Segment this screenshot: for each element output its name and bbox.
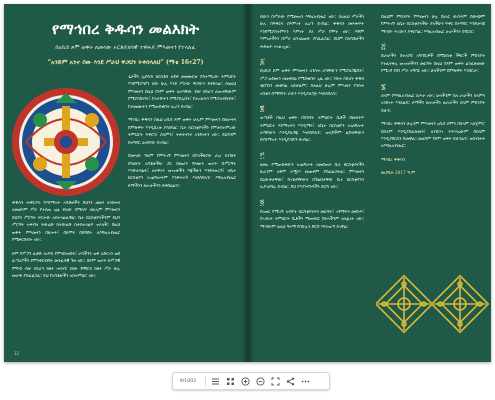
body-paragraph: በዐቢይ ጾም ወቅት ምእመናን ለንስሐ ራሳቸውን የሚያዘጋጁበት፣ ሥጋ ወደሙን ለመቀበል የሚበቁበት ጊዜ ነው። ንስሐ ሳይገቡ ቅዱስ ቁርባንን መቀበል አይቻልም። ስለዚህ ሁሉም ምእመን የንስሐ አባቱን በማግኘት ራሱን እንዲያዘጋጅ እናሳስባለን።: [260, 69, 364, 97]
section-number: ፫: [260, 150, 265, 160]
body-paragraph: ጾም የሥጋን ፈቃድ ለነፍስ የምናስገዛበት፣ ራሳችንን ዝቅ አድርገን ወደ ፈጣሪያችን የምንቀርብበት መንፈሳዊ ጉዞ ነው። በጾም ወራት ከሥጋዊ ምግብ ብቻ ሳይሆን ከክፉ ሐሳብ፣ ከክፉ ንግግርና ከክፉ ሥራ ሁሉ መራቅ ያስፈልጋል። ይህ የአባቶቻችን አስተምህሮ ነው።: [12, 251, 120, 280]
list-icon: [211, 377, 220, 386]
more-button[interactable]: [298, 374, 313, 388]
signature-line: መጋቢት 2017 ዓ.ም: [381, 171, 416, 177]
body-paragraph: ጌታችን ኢየሱስ ክርስቶስ ለደቀ መዛሙርቱ ያስተማረው ትምህርት እንደሚያሳየን ሰው ሁሉ እንደ ሥራው ዋጋውን ይቀበላል። ስለዚህ ምእመናን በዚህ የጾም ወቅት ለራሳቸው ብቻ ሳይሆን ለወገናቸውም የሚያስቡበት፣ የተራቡትን የሚያበሉበት፣ የታረዙትን የሚያለብሱበት፣ የታመሙትን የሚጠይቁበት ሊሆን ይገባል።: [128, 75, 236, 110]
document-title: የማኅበረ ቅዱሳን መልእክት: [52, 20, 199, 38]
view-grid-button[interactable]: [223, 374, 238, 388]
scripture-quote: “አንድም አንተ ሰው እንደ ሥራህ ዋጋህን ትቀበላለህ” (ማቴ 16፥27): [47, 59, 204, 66]
viewer-toolbar: [172, 372, 330, 390]
body-paragraph: ሰላም የእግዚአብሔር ስጦታ ነው። ሁላችንም ስለ ሀገራችን ሰላምና አንድነት እንጸልይ። ጾማችን ጸሎታችን ለሀገራችን ሰላም ምክንያት ይሁን።: [381, 93, 485, 114]
left-column-1: [12, 200, 120, 287]
zoom-in-icon: [241, 377, 250, 386]
grid-icon: [226, 377, 235, 386]
fullscreen-button[interactable]: [268, 374, 283, 388]
section-number: ፩: [260, 57, 265, 67]
body-paragraph: ዘመኑ የሚጠይቀውን አገልግሎት ለመስጠት ቤተ ክርስቲያናችን ሁሉንም አቅም አሟጦ መጠቀም ያስፈልጋታል። ምእመናን በዕውቀታቸው፣ በገንዘባቸውና በጉልበታቸው ቤተ ክርስቲያንን ሊያገለግሉ ይገባል። ይህ የእያንዳንዳችን ድርሻ ነው።: [260, 162, 364, 191]
book-spread[interactable]: [4, 4, 491, 362]
left-column-2: [128, 74, 236, 196]
decorative-cross-ornaments: [376, 266, 490, 340]
zoom-out-button[interactable]: [253, 374, 268, 388]
zoom-out-icon: [256, 377, 265, 386]
more-icon: [301, 377, 310, 386]
body-paragraph: ማኅበረ ቅዱሳን ሁሉንም ምእመናን ዐቢይ ጾምን በሰላም አስጀምሮ በሰላም እንዲያስፈጽመን፣ ለብርሃነ ትንሣኤውም በሰላም እንዲያደርሰን ይመኛል። መልካም የጾም ወቅት ይሁንልን። ወስብሐት ለእግዚአብሔር።: [381, 122, 485, 150]
share-button[interactable]: [283, 374, 298, 388]
body-paragraph: ወጣቶች በዚህ ወቅት በሰንበት ትምህርት ቤቶች በመሳተፍ ትምህርተ ሃይማኖትን እንዲማሩ፣ ለቤተ ክርስቲያን አገልግሎት ራሳቸውን እንዲያዘጋጁ እናሳስባለን። ወላጆችም ልጆቻቸውን በሃይማኖት እንዲያሳድጉ ይገባል።: [260, 116, 364, 144]
book-gutter: [242, 4, 254, 362]
fullscreen-icon: [271, 377, 280, 386]
organization-emblem: [10, 86, 125, 198]
body-paragraph: ቅዱሳን ሐዋርያት የሃይማኖት አባቶቻችን ይህንን ዘመን ለንስሐና ለመልካም ሥራ የተሰጠ ጊዜ ብለው በማለፍ ለሁሉም ምእመናን ይህንን ሥርዓት ሠርተው አስተላልፈዋል። ቤተ ክርስቲያናችንም ይህን ሥርዓት ተቀብላ ትውልድ ከትውልድ ስታስተላልፍ ኖራለች። በዚህ ወቅት ምእመናን በጸሎት፣ በጾምና በስግደት ለእግዚአብሔር የሚቀርቡበት ነው።: [12, 201, 120, 244]
body-paragraph: በመላው ዓለም የምትገኙ ምእመናን በያላችሁበት ሀገረ ስብከት ከካህናት አባቶቻችሁ ጋር በመሆን የጾሙን ወራት በሥርዓት እንድታሳልፉ፣ ለተቸገሩ ወገኖቻችን እጃችሁን እንድትዘረጉ፣ ለቤተ ክርስቲያን አገልግሎትም እንድትተጉ እናሳስባለን። እግዚአብሔር ጾማችንን ጸሎታችንን ይቀበልልን።: [128, 154, 236, 189]
signature-line: ማኅበረ ቅዱሳን: [381, 157, 406, 163]
section-number: ፭: [381, 42, 386, 52]
section-number: ፬: [260, 197, 265, 207]
left-page[interactable]: [4, 4, 247, 362]
body-paragraph: ማኅበረ ቅዱሳን በዚህ ዐቢይ ጾም ወቅት ሁሉም ምእመናን በጸሎትና በምጽዋት እንዲበረቱ ያሳስባል። ቤተ ክርስቲያናችን የምታስተምረው ትምህርት ፍቅርን፣ ሰላምን፣ ትሕትናንና አንድነትን ነው። ይህንንም በተግባር ልናሳየው ይገባል።: [128, 118, 236, 146]
body-paragraph: ሰውን በሥራው የሚመዝን እግዚአብሔር ነው። ስለዚህ ሥራችን ሁሉ በፍቅርና በእምነት ሊሆን ይገባል። ቅዱሳን መጻሕፍት እንደሚያስተምሩን እምነት ያለ ሥራ የሞተ ነው። እኛም እምነታችንን በሥራ ልንገልጠው ያስፈልጋል። ይህም በአባቶቻችን ሕይወት ተገልጧል።: [260, 15, 364, 50]
share-icon: [286, 377, 295, 386]
right-page[interactable]: [248, 4, 491, 362]
right-column-2: [381, 14, 485, 184]
section-number: ፮: [381, 81, 386, 91]
section-number: ፪: [260, 104, 265, 114]
body-paragraph: በዚህም ምክንያት ምእመናን ሁሉ በሀገር ውስጥም በውጭም የምትገኙ ለቤተ ክርስቲያናችሁ ያላችሁን ፍቅር በተግባር እንድታሳዩ ማኅበሩ ጥሪውን ያቀርባል። እግዚአብሔር ሀገራችንን ይባርክ።: [381, 15, 485, 35]
body-paragraph: በገጠር የሚገኙ አብያተ ክርስቲያናትን መርዳት፣ ገዳማትን መደገፍ፣ የአብነት ትምህርት ቤቶችን ማጠናከር የሁላችንም ኃላፊነት ነው። ማኅበሩም ለዚህ ዓላማ የበኩሉን ድርሻ እየተወጣ ይገኛል።: [260, 209, 364, 230]
body-paragraph: በሀገራችን በተለያዩ አካባቢዎች በሚከሰቱ ችግሮች ምክንያት የተፈናቀሉ ወገኖቻችንን መርዳት በዚህ የጾም ወቅት ልንፈጽመው የሚገባ የበጎ ሥራ ተግባር ነው። ሁላችንም በምጽዋት እንበርታ።: [381, 54, 485, 75]
page-indicator[interactable]: 9/1002: [179, 378, 197, 384]
toolbar-divider: [205, 376, 206, 386]
zoom-in-button[interactable]: [238, 374, 253, 388]
document-subtitle: በዐቢይ ጾም ወቅት ለመላው ኦርቶዶክሳዊ ተዋሕዶ ምእመናን የተላለፈ: [55, 45, 196, 51]
view-list-button[interactable]: [208, 374, 223, 388]
right-column-1: [260, 14, 364, 237]
page-number: 12: [14, 351, 20, 356]
